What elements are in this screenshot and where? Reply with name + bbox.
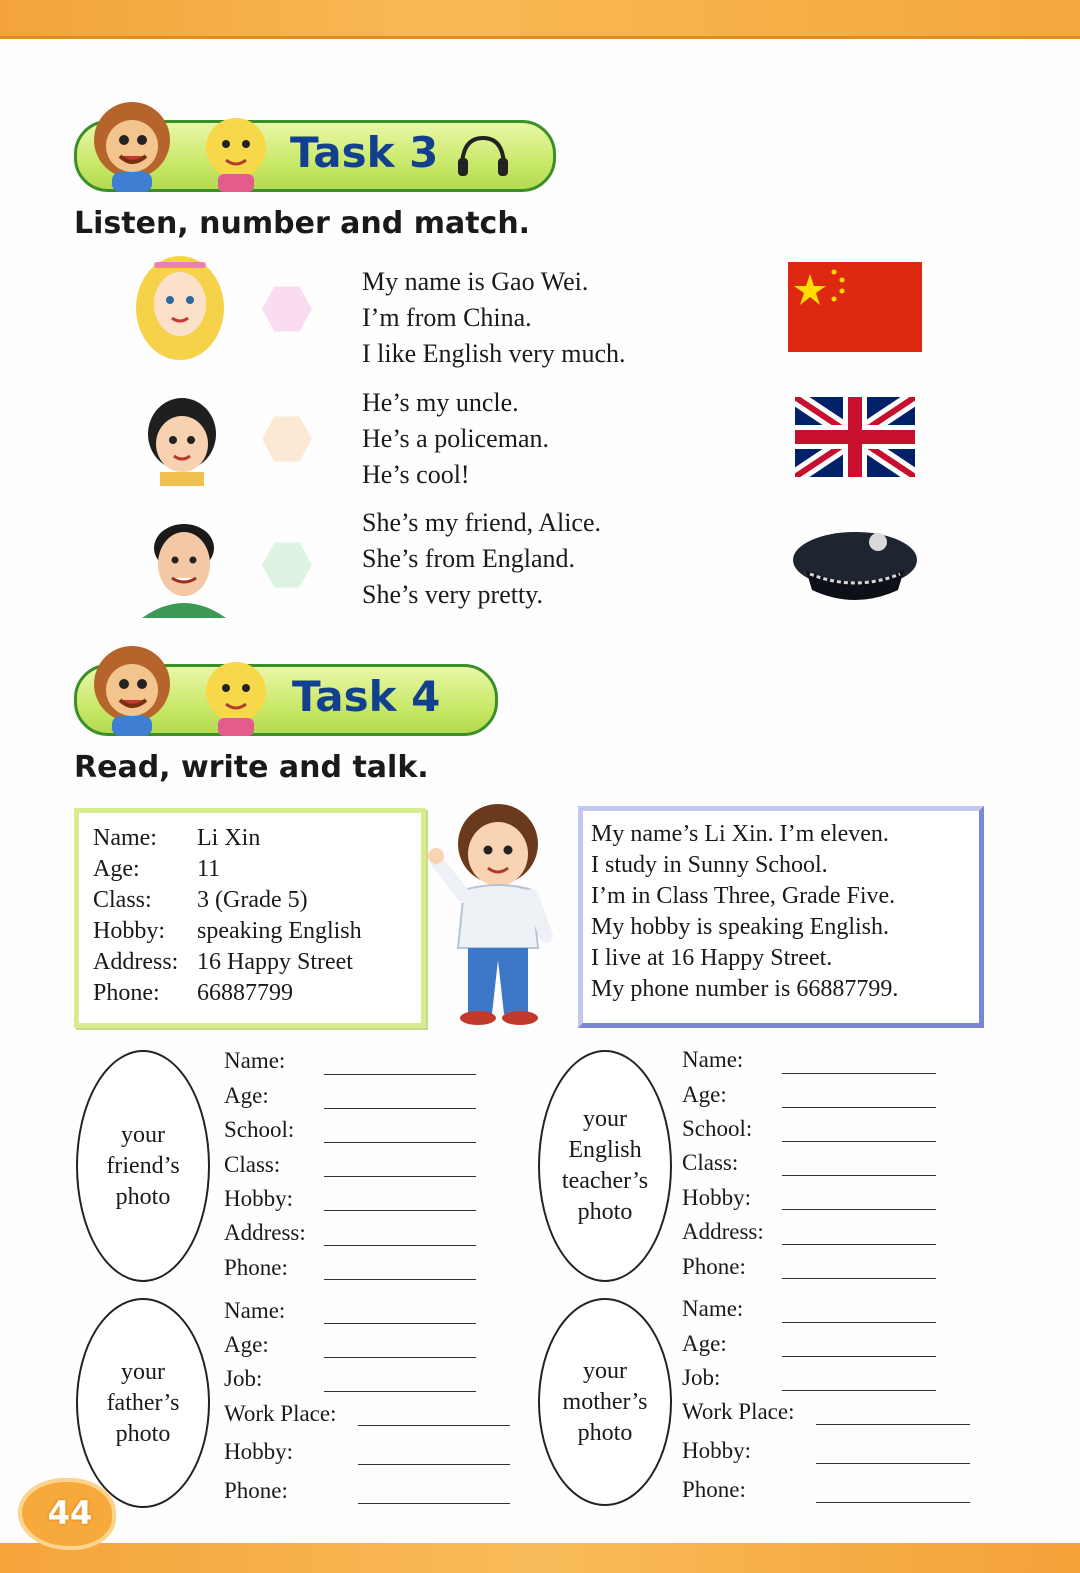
form-blank-line[interactable] (358, 1425, 510, 1426)
sentence-line: She’s very pretty. (362, 580, 543, 609)
page-number: 44 (47, 1494, 93, 1532)
sentence-group (362, 264, 626, 372)
waving-boy-illustration (428, 800, 568, 1028)
answer-hexagon[interactable] (262, 284, 312, 334)
form-field-label: Hobby: (224, 1439, 293, 1464)
teacher-photo-placeholder[interactable] (538, 1050, 672, 1282)
info-value: 66887799 (197, 980, 293, 1006)
bottom-decorative-band (0, 1543, 1080, 1573)
form-field-label: Name: (224, 1298, 286, 1323)
form-blank-line[interactable] (324, 1210, 476, 1211)
form-blank-line[interactable] (324, 1176, 476, 1177)
form-field-label: Job: (682, 1365, 721, 1390)
form-blank-line[interactable] (782, 1073, 936, 1074)
sentence-line: I’m from China. (362, 303, 532, 332)
form-blank-line[interactable] (324, 1357, 476, 1358)
paragraph-line: My hobby is speaking English. (591, 914, 889, 940)
paragraph-line: My name’s Li Xin. I’m eleven. (591, 821, 889, 847)
sentence-group (362, 505, 601, 613)
headphones-icon (454, 134, 512, 178)
info-label: Hobby: (93, 918, 165, 944)
form-field-label: Age: (224, 1332, 269, 1357)
paragraph-card (578, 806, 984, 1028)
man-portrait-illustration (138, 516, 232, 618)
info-label: Phone: (93, 980, 160, 1006)
form-field-label: Hobby: (682, 1185, 751, 1210)
sentence-line: She’s from England. (362, 544, 576, 573)
form-blank-line[interactable] (324, 1142, 476, 1143)
form-field-label: Age: (682, 1082, 727, 1107)
form-blank-line[interactable] (816, 1463, 970, 1464)
form-blank-line[interactable] (782, 1107, 936, 1108)
photo-caption-line: your (121, 1121, 165, 1148)
photo-caption-line: photo (115, 1183, 171, 1210)
info-value: 16 Happy Street (197, 949, 353, 975)
photo-caption-line: friend’s (106, 1152, 180, 1179)
task4-instruction: Read, write and talk. (74, 750, 429, 785)
paragraph-line: I’m in Class Three, Grade Five. (591, 883, 896, 909)
sentence-line: She’s my friend, Alice. (362, 508, 602, 537)
task3-title: Task 3 (290, 128, 439, 177)
info-value: 11 (197, 856, 221, 882)
form-blank-line[interactable] (358, 1503, 510, 1504)
form-blank-line[interactable] (782, 1322, 936, 1323)
info-card (74, 808, 426, 1028)
info-value: 3 (Grade 5) (197, 887, 308, 913)
form-blank-line[interactable] (324, 1245, 476, 1246)
form-blank-line[interactable] (782, 1356, 936, 1357)
photo-caption-line: your (582, 1106, 627, 1132)
task4-title: Task 4 (292, 672, 441, 721)
form-field-label: Phone: (224, 1478, 288, 1503)
photo-caption-line: mother’s (562, 1388, 648, 1415)
paragraph-line: I study in Sunny School. (591, 852, 828, 878)
form-blank-line[interactable] (816, 1502, 970, 1503)
sentence-line: I like English very much. (362, 339, 626, 368)
form-field-label: Name: (224, 1048, 286, 1073)
form-field-label: Hobby: (224, 1186, 293, 1211)
form-field-label: Work Place: (682, 1399, 795, 1424)
mascots-illustration (84, 88, 284, 193)
info-label: Class: (93, 887, 152, 913)
father-photo-placeholder[interactable] (76, 1298, 210, 1508)
photo-caption-line: photo (577, 1199, 633, 1225)
photo-caption-line: your (582, 1357, 627, 1384)
form-field-label: Name: (682, 1296, 744, 1321)
form-field-label: Address: (224, 1220, 306, 1245)
info-value: speaking English (197, 918, 362, 944)
task3-instruction: Listen, number and match. (74, 206, 531, 241)
paragraph-line: My phone number is 66887799. (591, 976, 899, 1002)
form-blank-line[interactable] (816, 1424, 970, 1425)
friend-photo-placeholder[interactable] (76, 1050, 210, 1282)
photo-caption-line: father’s (106, 1389, 180, 1416)
form-field-label: Hobby: (682, 1438, 751, 1463)
answer-hexagon[interactable] (262, 540, 312, 590)
photo-caption-line: photo (115, 1420, 171, 1447)
police-cap-icon[interactable] (790, 518, 920, 610)
form-field-label: Class: (224, 1152, 281, 1177)
form-field-label: Name: (682, 1047, 744, 1072)
form-blank-line[interactable] (324, 1391, 476, 1392)
form-field-label: Class: (682, 1150, 739, 1175)
sentence-line: He’s my uncle. (362, 388, 519, 417)
info-label: Name: (93, 825, 157, 851)
form-blank-line[interactable] (782, 1390, 936, 1391)
top-decorative-band (0, 0, 1080, 39)
form-blank-line[interactable] (324, 1108, 476, 1109)
china-flag-icon[interactable] (788, 262, 922, 352)
form-blank-line[interactable] (782, 1209, 936, 1210)
form-blank-line[interactable] (782, 1244, 936, 1245)
boy-portrait-illustration (142, 394, 222, 486)
paragraph-line: I live at 16 Happy Street. (591, 945, 833, 971)
form-field-label: Address: (682, 1219, 764, 1244)
sentence-line: He’s a policeman. (362, 424, 549, 453)
photo-caption-line: your (120, 1358, 165, 1385)
form-field-label: Job: (224, 1366, 263, 1391)
mother-photo-placeholder[interactable] (538, 1298, 672, 1506)
sentence-line: My name is Gao Wei. (362, 267, 589, 296)
form-field-label: School: (224, 1117, 295, 1142)
photo-caption-line: teacher’s (561, 1168, 649, 1194)
info-label: Age: (93, 856, 140, 882)
form-blank-line[interactable] (358, 1464, 510, 1465)
sentence-line: He’s cool! (362, 460, 470, 489)
form-blank-line[interactable] (324, 1323, 476, 1324)
form-field-label: Work Place: (224, 1401, 337, 1426)
form-field-label: Age: (682, 1331, 727, 1356)
info-value: Li Xin (197, 825, 261, 851)
form-field-label: Age: (224, 1083, 269, 1108)
girl-portrait-illustration (132, 252, 228, 364)
form-blank-line[interactable] (782, 1175, 936, 1176)
uk-flag-icon[interactable] (795, 397, 915, 477)
form-field-label: Phone: (682, 1477, 746, 1502)
photo-caption-line: English (568, 1137, 642, 1163)
mascots-illustration (84, 632, 284, 737)
form-field-label: School: (682, 1116, 753, 1141)
form-blank-line[interactable] (782, 1141, 936, 1142)
info-label: Address: (93, 949, 179, 975)
form-field-label: Phone: (682, 1254, 746, 1279)
form-blank-line[interactable] (782, 1278, 936, 1279)
form-field-label: Phone: (224, 1255, 288, 1280)
answer-hexagon[interactable] (262, 414, 312, 464)
photo-caption-line: photo (577, 1419, 633, 1446)
form-blank-line[interactable] (324, 1074, 476, 1075)
sentence-group (362, 385, 549, 493)
form-blank-line[interactable] (324, 1279, 476, 1280)
